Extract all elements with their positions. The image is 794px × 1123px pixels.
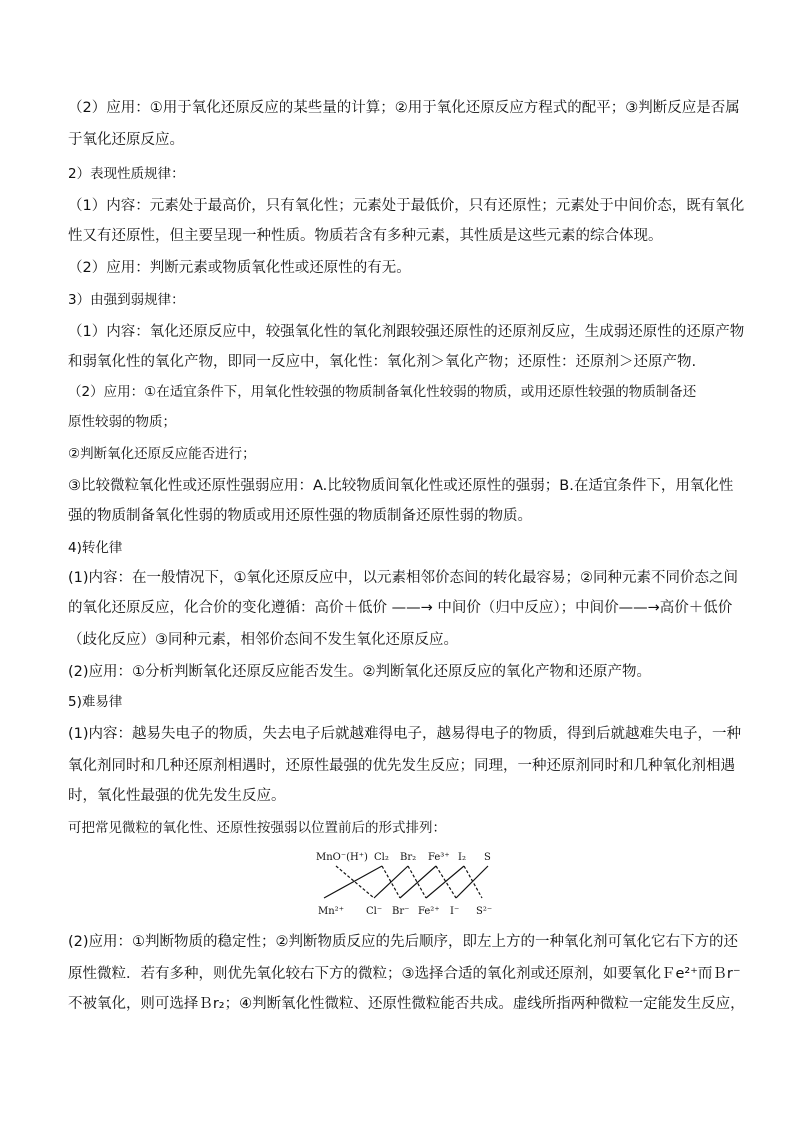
conversion-text-part2: 中间价（归中反应）；中间价——→高价＋低价	[437, 600, 733, 616]
text-line: (2)应用：①判断物质的稳定性；②判断物质反应的先后顺序，即左上方的一种氧化剂可氧化它右下方的还	[68, 934, 739, 950]
oxidant-label: Br₂	[400, 852, 417, 863]
dashed-connector	[336, 866, 374, 898]
conversion-line	[68, 598, 732, 618]
text-line: 时，氧化性最强的优先发生反应。	[68, 788, 286, 804]
text-line: ②判断氧化还原反应能否进行；	[68, 446, 256, 462]
oxidant-label: MnO⁻(H⁺)	[316, 852, 368, 863]
text-line: （2）应用：①在适宜条件下，用氧化性较强的物质制备氧化性较弱的物质，或用还原性较强的物质制备还	[68, 384, 697, 400]
redox-strength-diagram	[312, 846, 502, 918]
oxidant-label: I₂	[458, 852, 466, 863]
section-heading: 5)难易律	[68, 694, 123, 710]
text-line: 氧化剂同时和几种还原剂相遇时，还原性最强的优先发生反应；同理，一种还原剂同时和几种氧化剂相遇	[68, 758, 735, 774]
dashed-connector	[408, 866, 426, 898]
solid-connector	[374, 866, 408, 898]
text-line: 强的物质制备氧化性弱的物质或用还原性强的物质制备还原性弱的物质。	[68, 508, 532, 524]
right-arrow-icon: ——→	[391, 600, 433, 616]
solid-connector	[324, 866, 382, 898]
text-line: 不被氧化，则可选择Ｂr₂；④判断氧化性微粒、还原性微粒能否共成。虚线所指两种微粒一定能发生反应，	[68, 996, 745, 1012]
reductant-label: Cl⁻	[366, 906, 383, 917]
text-line: 原性微粒．若有多种，则优先氧化较右下方的微粒；③选择合适的氧化剂或还原剂，如要氧化Ｆe²⁺而Ｂr⁻	[68, 966, 741, 982]
reductant-label: Mn²⁺	[318, 906, 344, 917]
reductant-label: Br⁻	[392, 906, 410, 917]
text-line: (1)内容：越易失电子的物质，失去电子后就越难得电子，越易得电子的物质，得到后就越难失电子，一种	[68, 726, 742, 742]
text-line: （2）应用：判断元素或物质氧化性或还原性的有无。	[68, 260, 411, 276]
section-heading: 2）表现性质规律：	[68, 166, 185, 182]
text-line: ③比较微粒氧化性或还原性强弱应用：A.比较物质间氧化性或还原性的强弱；B.在适宜条件下，用氧化性	[68, 478, 734, 494]
text-line: （1）内容：氧化还原反应中，较强氧化性的氧化剂跟较强还原性的还原剂反应，生成弱还原性的还原产物	[68, 324, 745, 340]
text-line: 性又有还原性，但主要呈现一种性质。物质若含有多种元素，其性质是这些元素的综合体现。	[68, 228, 663, 244]
oxidant-label: Fe³⁺	[428, 852, 450, 863]
text-line: 可把常见微粒的氧化性、还原性按强弱以位置前后的形式排列：	[68, 820, 446, 836]
oxidant-label: S	[484, 852, 491, 863]
reductant-label: I⁻	[450, 906, 460, 917]
text-line: (2)应用：①分析判断氧化还原反应能否发生。②判断氧化还原反应的氧化产物和还原产物。	[68, 664, 652, 680]
dashed-connector	[436, 866, 456, 898]
text-line: 原性较弱的物质；	[68, 414, 176, 430]
solid-connector	[400, 866, 436, 898]
solid-connectors	[324, 866, 488, 898]
text-line: （歧化反应）③同种元素，相邻价态间不发生氧化还原反应。	[68, 632, 458, 648]
section-heading: 4)转化律	[68, 540, 123, 556]
solid-connector	[456, 866, 488, 898]
reductant-label: Fe²⁺	[418, 906, 440, 917]
reductant-label: S²⁻	[476, 906, 493, 917]
text-line: 于氧化还原反应。	[68, 132, 184, 148]
dashed-connector	[464, 866, 482, 898]
section-heading: 3）由强到弱规律：	[68, 292, 185, 308]
text-line: 和弱氧化性的氧化产物，即同一反应中，氧化性：氧化剂＞氧化产物；还原性：还原剂＞还原产物.	[68, 354, 697, 370]
text-line: （2）应用：①用于氧化还原反应的某些量的计算；②用于氧化还原反应方程式的配平；③判断反应是否属	[68, 100, 740, 116]
text-line: （1）内容：元素处于最高价，只有氧化性；元素处于最低价，只有还原性；元素处于中间价态，既有氧化	[68, 198, 745, 214]
conversion-text-part1: 的氧化还原反应，化合价的变化遵循：高价＋低价	[68, 600, 387, 616]
solid-connector	[426, 866, 464, 898]
oxidant-label: Cl₂	[374, 852, 389, 863]
text-line: (1)内容：在一般情况下，①氧化还原反应中，以元素相邻价态间的转化最容易；②同种元素不同价态之间	[68, 570, 739, 586]
